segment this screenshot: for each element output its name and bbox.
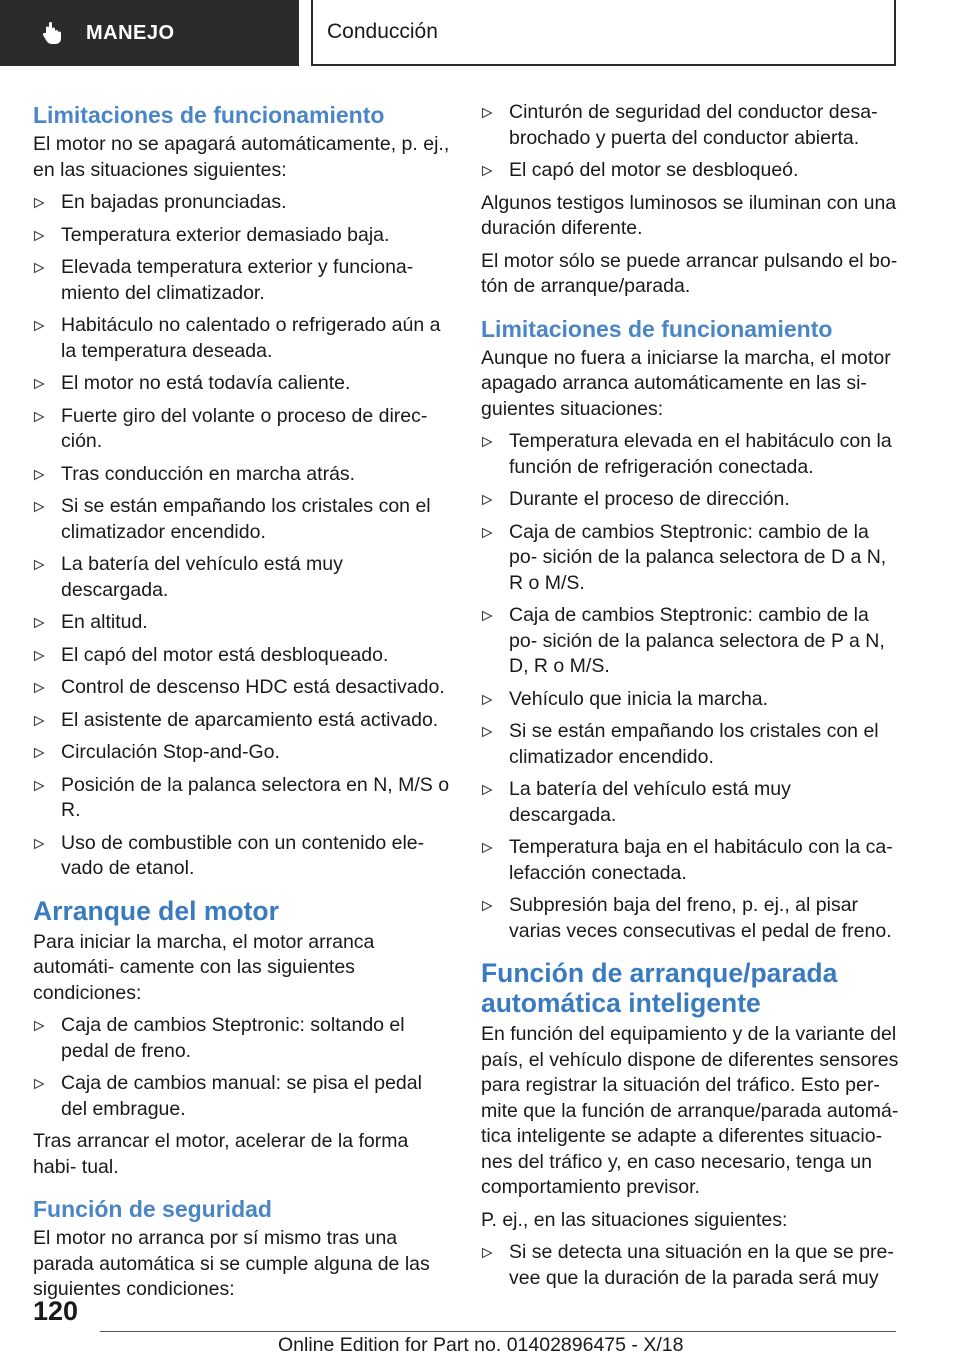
list-item	[33, 552, 451, 603]
list-item-text: Si se están empañando los cristales con el climatizador encendido.	[61, 495, 431, 543]
bullet-triangle-icon	[33, 1078, 45, 1090]
list-item-text: Uso de combustible con un contenido ele- vado de etanol.	[61, 831, 425, 879]
heading-safety: Función de seguridad	[33, 1196, 272, 1222]
page-header	[0, 0, 960, 66]
list-item	[33, 1013, 451, 1064]
bullet-triangle-icon	[481, 527, 493, 539]
bullet-triangle-icon	[481, 494, 493, 506]
heading-engine-start: Arranque del motor	[33, 895, 279, 926]
list-item-text: Temperatura elevada en el habitáculo con la función de refrigeración conectada.	[509, 430, 892, 478]
bullet-triangle-icon	[33, 197, 45, 209]
chapter-tab	[0, 0, 299, 66]
list-item	[481, 100, 899, 151]
list-item	[481, 719, 899, 770]
list-item-text: El capó del motor se desbloqueó.	[509, 159, 799, 181]
list-limitations-2	[481, 429, 899, 944]
edition-note: Online Edition for Part no. 01402896475 - X/18	[278, 1334, 684, 1356]
bullet-triangle-icon	[481, 107, 493, 119]
section-title: Conducción	[327, 20, 438, 43]
bullet-triangle-icon	[33, 715, 45, 727]
list-item-text: La batería del vehículo está muy descargada.	[509, 778, 791, 826]
list-item	[33, 643, 451, 669]
list-item-text: Temperatura baja en el habitáculo con la ca- lefacción conectada.	[509, 836, 893, 884]
list-item	[33, 494, 451, 545]
left-column	[33, 100, 451, 1310]
list-item	[33, 831, 451, 882]
paragraph-after-start: Tras arrancar el motor, acelerar de la forma habi- tual.	[33, 1130, 409, 1178]
list-item-text: Vehículo que inicia la marcha.	[509, 687, 769, 710]
paragraph-limitations-2: Aunque no fuera a iniciarse la marcha, el motor apagado arranca automáticamente en las si- guientes situaciones:	[481, 346, 891, 420]
bullet-triangle-icon	[33, 650, 45, 662]
list-engine-start	[33, 1013, 451, 1122]
bullet-triangle-icon	[33, 780, 45, 792]
bullet-triangle-icon	[481, 436, 493, 448]
bullet-triangle-icon	[33, 469, 45, 481]
page-number: 120	[33, 1296, 79, 1326]
paragraph-button: El motor sólo se puede arrancar pulsando el bo- tón de arranque/parada.	[481, 249, 898, 297]
list-item	[481, 777, 899, 828]
list-safety	[481, 100, 899, 184]
list-item	[33, 675, 451, 701]
list-item-text: Habitáculo no calentado o refrigerado aún a la temperatura deseada.	[61, 314, 441, 362]
right-column	[481, 100, 899, 1298]
list-item-text: Durante el proceso de dirección.	[509, 488, 790, 510]
list-item	[481, 429, 899, 480]
bullet-triangle-icon	[33, 262, 45, 274]
bullet-triangle-icon	[33, 501, 45, 513]
list-item-text: Circulación Stop-and-Go.	[61, 741, 280, 763]
paragraph-safety: El motor no arranca por sí mismo tras una parada automática si se cumple alguna de las siguientes condiciones:	[33, 1227, 430, 1300]
bullet-triangle-icon	[33, 378, 45, 390]
paragraph-example: P. ej., en las situaciones siguientes:	[481, 1208, 788, 1231]
list-item-text: Elevada temperatura exterior y funciona- miento del climatizador.	[61, 256, 414, 304]
list-limitations	[33, 190, 451, 882]
bullet-triangle-icon	[481, 694, 493, 706]
heading-intelligent-start-stop: Función de arranque/parada automática inteligente	[481, 958, 838, 1018]
bullet-triangle-icon	[481, 784, 493, 796]
list-item-text: Control de descenso HDC está desactivado.	[61, 676, 445, 698]
bullet-triangle-icon	[481, 900, 493, 912]
list-item	[481, 893, 899, 944]
bullet-triangle-icon	[481, 726, 493, 738]
list-item-text: Cinturón de seguridad del conductor desa- brochado y puerta del conductor abierta.	[509, 101, 878, 149]
list-item-text: La batería del vehículo está muy descargada.	[61, 553, 343, 601]
list-item-text: Si se están empañando los cristales con el climatizador encendido.	[509, 720, 879, 768]
bullet-triangle-icon	[33, 411, 45, 423]
bullet-triangle-icon	[33, 617, 45, 629]
list-item	[33, 708, 451, 734]
list-item	[481, 603, 899, 680]
list-item	[33, 190, 451, 216]
list-item-text: Fuerte giro del volante o proceso de direc- ción.	[61, 404, 428, 452]
hand-icon	[40, 20, 66, 46]
list-item-text: En altitud.	[61, 611, 148, 633]
heading-limitations: Limitaciones de funcionamiento	[33, 102, 385, 128]
list-item-text: Posición de la palanca selectora en N, M/S o R.	[61, 773, 450, 821]
list-item-text: El capó del motor está desbloqueado.	[61, 643, 389, 666]
list-item	[481, 687, 899, 713]
paragraph-engine-start: Para iniciar la marcha, el motor arranca automáti- camente con las siguientes condiciones:	[33, 930, 375, 1004]
paragraph-intelligent: En función del equipamiento y de la variante del país, el vehículo dispone de diferentes sensores para registrar la situación del tráfico. Esto per- mite que la función de arranque/parada automá- tica inteligente se adapte a diferentes situacio- nes del tráfico y, en caso necesario, tenga un comportamiento previsor.	[481, 1023, 899, 1198]
paragraph-lights: Algunos testigos luminosos se iluminan con una duración diferente.	[481, 191, 897, 239]
bullet-triangle-icon	[481, 610, 493, 622]
list-item-text: Caja de cambios Steptronic: cambio de la po- sición de la palanca selectora de P a N, D, R o M/S.	[509, 604, 885, 677]
list-item	[33, 371, 451, 397]
list-item	[33, 610, 451, 636]
list-item	[33, 462, 451, 488]
list-item	[481, 487, 899, 513]
list-item	[33, 773, 451, 824]
list-item-text: El motor no está todavía caliente.	[61, 372, 351, 394]
section-tab	[311, 0, 896, 66]
list-item	[33, 255, 451, 306]
bullet-triangle-icon	[33, 838, 45, 850]
bullet-triangle-icon	[481, 1247, 493, 1259]
bullet-triangle-icon	[33, 559, 45, 571]
paragraph-limitations: El motor no se apagará automáticamente, p. ej., en las situaciones siguientes:	[33, 133, 450, 181]
bullet-triangle-icon	[33, 230, 45, 242]
chapter-title: MANEJO	[86, 21, 175, 44]
list-item	[33, 740, 451, 766]
bullet-triangle-icon	[481, 165, 493, 177]
bullet-triangle-icon	[33, 320, 45, 332]
bullet-triangle-icon	[33, 682, 45, 694]
list-item	[481, 158, 899, 184]
list-item-text: Temperatura exterior demasiado baja.	[61, 223, 390, 246]
list-item-text: Caja de cambios manual: se pisa el pedal del embrague.	[61, 1072, 422, 1120]
list-item	[33, 223, 451, 249]
list-item-text: Subpresión baja del freno, p. ej., al pisar varias veces consecutivas el pedal de freno.	[509, 894, 892, 942]
list-item	[481, 1240, 899, 1291]
heading-limitations-2: Limitaciones de funcionamiento	[481, 315, 833, 342]
bullet-triangle-icon	[481, 842, 493, 854]
list-item-text: En bajadas pronunciadas.	[61, 191, 287, 213]
list-item	[481, 520, 899, 597]
list-item	[33, 313, 451, 364]
bullet-triangle-icon	[33, 747, 45, 759]
list-item-text: Si se detecta una situación en la que se pre- vee que la duración de la parada será muy	[509, 1241, 894, 1289]
footer-divider	[100, 1331, 896, 1332]
list-item-text: Caja de cambios Steptronic: cambio de la po- sición de la palanca selectora de D a N, R o M/S.	[509, 520, 887, 594]
list-item	[481, 835, 899, 886]
list-item-text: Caja de cambios Steptronic: soltando el pedal de freno.	[61, 1014, 405, 1062]
list-item-text: El asistente de aparcamiento está activado.	[61, 708, 439, 731]
bullet-triangle-icon	[33, 1020, 45, 1032]
list-example	[481, 1240, 899, 1291]
list-item	[33, 404, 451, 455]
list-item	[33, 1071, 451, 1122]
list-item-text: Tras conducción en marcha atrás.	[61, 462, 356, 485]
